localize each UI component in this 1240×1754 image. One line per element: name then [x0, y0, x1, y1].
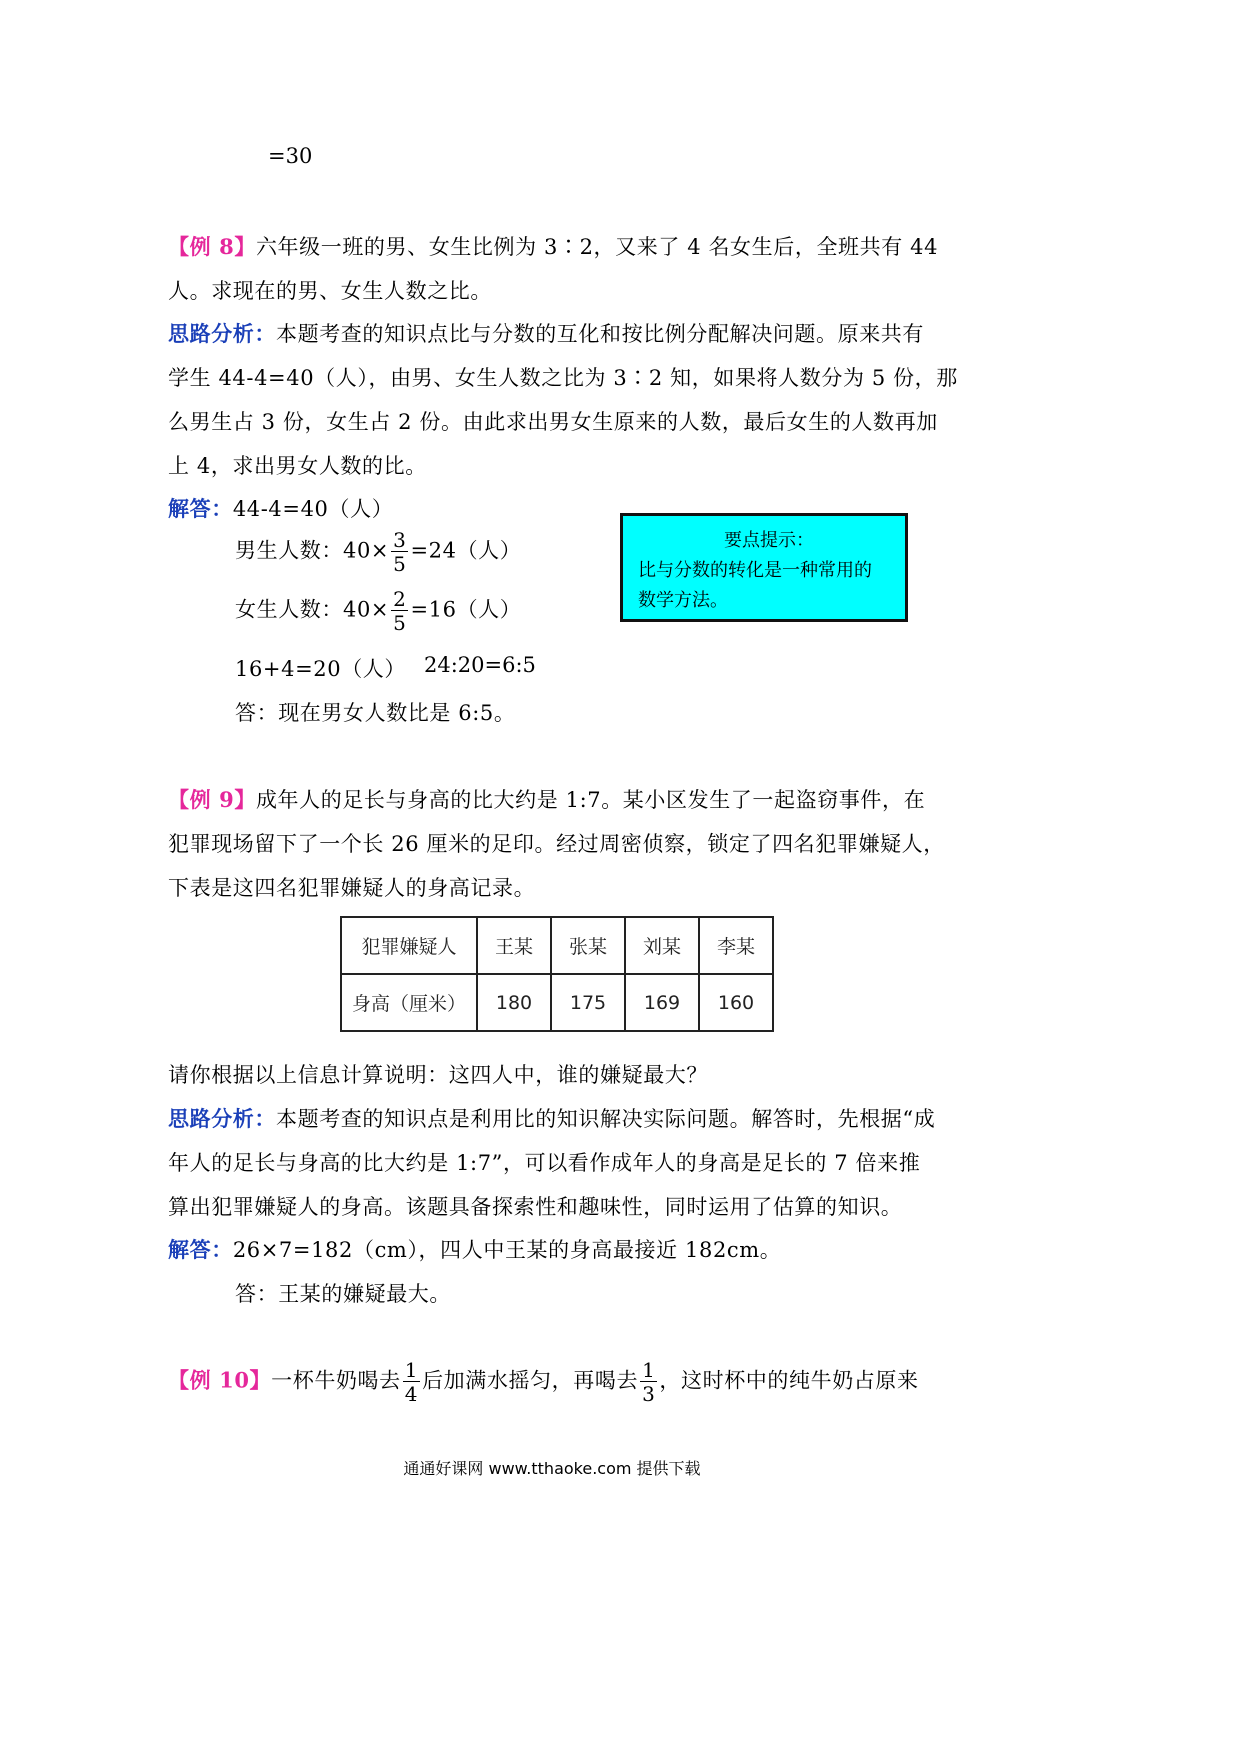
new-girls-formula: 16+4=20（人） [235, 657, 406, 681]
example-8-analysis-line-2: 学生 44-4=40（人），由男、女生人数之比为 3∶2 知，如果将人数分为 5 份，那 [168, 366, 958, 390]
example-10-tag: 【例 10】 [168, 1367, 272, 1393]
fraction-1-4: $\frac{1}{4}$ [404, 1358, 419, 1406]
answer-label: 解答： [168, 496, 233, 521]
fraction-3-5: $\frac{3}{5}$ [393, 528, 407, 576]
example-9-question-line-3: 下表是这四名犯罪嫌疑人的身高记录。 [168, 876, 536, 900]
tip-line-1: 比与分数的转化是一种常用的 [638, 560, 872, 581]
table-cell: 张某 [551, 917, 625, 974]
table-cell: 160 [699, 974, 773, 1031]
fraction-1-3: $\frac{1}{3}$ [642, 1358, 656, 1406]
analysis-label: 思路分析： [168, 1106, 276, 1131]
boys-count-formula: 男生人数：40× $\frac{3}{5}$ =24（人） [235, 528, 522, 576]
table-row [341, 974, 773, 1031]
example-9-analysis-line-2: 年人的足长与身高的比大约是 1:7”，可以看作成年人的身高是足长的 7 倍来推 [168, 1151, 921, 1175]
example-9-final-answer: 答：王某的嫌疑最大。 [235, 1282, 451, 1306]
table-cell: 犯罪嫌疑人 [341, 917, 477, 974]
example-9-analysis-line-1: 思路分析：本题考查的知识点是利用比的知识解决实际问题。解答时，先根据“成 [168, 1106, 936, 1131]
tip-title: 要点提示： [724, 530, 814, 551]
example-10-question-line-1: 【例 10】一杯牛奶喝去 $\frac{1}{4}$ 后加满水摇匀，再喝去 $\frac{1}{3}$ ，这时杯中的纯牛奶占原来 [168, 1358, 919, 1406]
example-9-analysis-line-3: 算出犯罪嫌疑人的身高。该题具备探索性和趣味性，同时运用了估算的知识。 [168, 1195, 903, 1219]
table-cell: 身高（厘米） [341, 974, 477, 1031]
example-9-question-line-1: 【例 9】成年人的足长与身高的比大约是 1:7。某小区发生了一起盗窃事件，在 [168, 787, 926, 812]
example-8-answer-line-1: 解答：44-4=40（人） [168, 496, 394, 521]
ratio-formula: 24:20=6:5 [424, 653, 536, 677]
example-9-answer-line-1: 解答：26×7=182（cm），四人中王某的身高最接近 182cm。 [168, 1237, 782, 1262]
example-9-question: 请你根据以上信息计算说明：这四人中，谁的嫌疑最大？ [168, 1063, 708, 1087]
table-cell: 刘某 [625, 917, 699, 974]
result-line: =30 [268, 144, 313, 168]
example-9-tag: 【例 9】 [168, 787, 256, 812]
key-point-tip-box [620, 513, 908, 622]
example-8-question-line-1: 【例 8】六年级一班的男、女生比例为 3∶2，又来了 4 名女生后，全班共有 44 [168, 234, 939, 259]
table-cell: 180 [477, 974, 551, 1031]
example-8-analysis-line-1: 思路分析：本题考查的知识点比与分数的互化和按比例分配解决问题。原来共有 [168, 321, 924, 346]
example-8-question-line-2: 人。求现在的男、女生人数之比。 [168, 279, 492, 303]
example-8-final-answer: 答：现在男女人数比是 6:5。 [235, 701, 516, 725]
table-cell: 李某 [699, 917, 773, 974]
example-8-analysis-line-4: 上 4，求出男女人数的比。 [168, 454, 427, 478]
table-cell: 175 [551, 974, 625, 1031]
table-cell: 王某 [477, 917, 551, 974]
fraction-2-5: $\frac{2}{5}$ [393, 587, 407, 635]
girls-count-formula: 女生人数：40× $\frac{2}{5}$ =16（人） [235, 587, 522, 635]
table-cell: 169 [625, 974, 699, 1031]
answer-label: 解答： [168, 1237, 233, 1262]
page-footer: 通通好课网 www.tthaoke.com 提供下载 [403, 1459, 701, 1478]
example-9-question-line-2: 犯罪现场留下了一个长 26 厘米的足印。经过周密侦察，锁定了四名犯罪嫌疑人， [168, 832, 945, 856]
analysis-label: 思路分析： [168, 321, 276, 346]
tip-line-2: 数学方法。 [638, 590, 728, 611]
example-8-analysis-line-3: 么男生占 3 份，女生占 2 份。由此求出男女生原来的人数，最后女生的人数再加 [168, 410, 938, 434]
suspect-height-table [340, 916, 774, 1032]
example-8-tag: 【例 8】 [168, 234, 256, 259]
table-row [341, 917, 773, 974]
